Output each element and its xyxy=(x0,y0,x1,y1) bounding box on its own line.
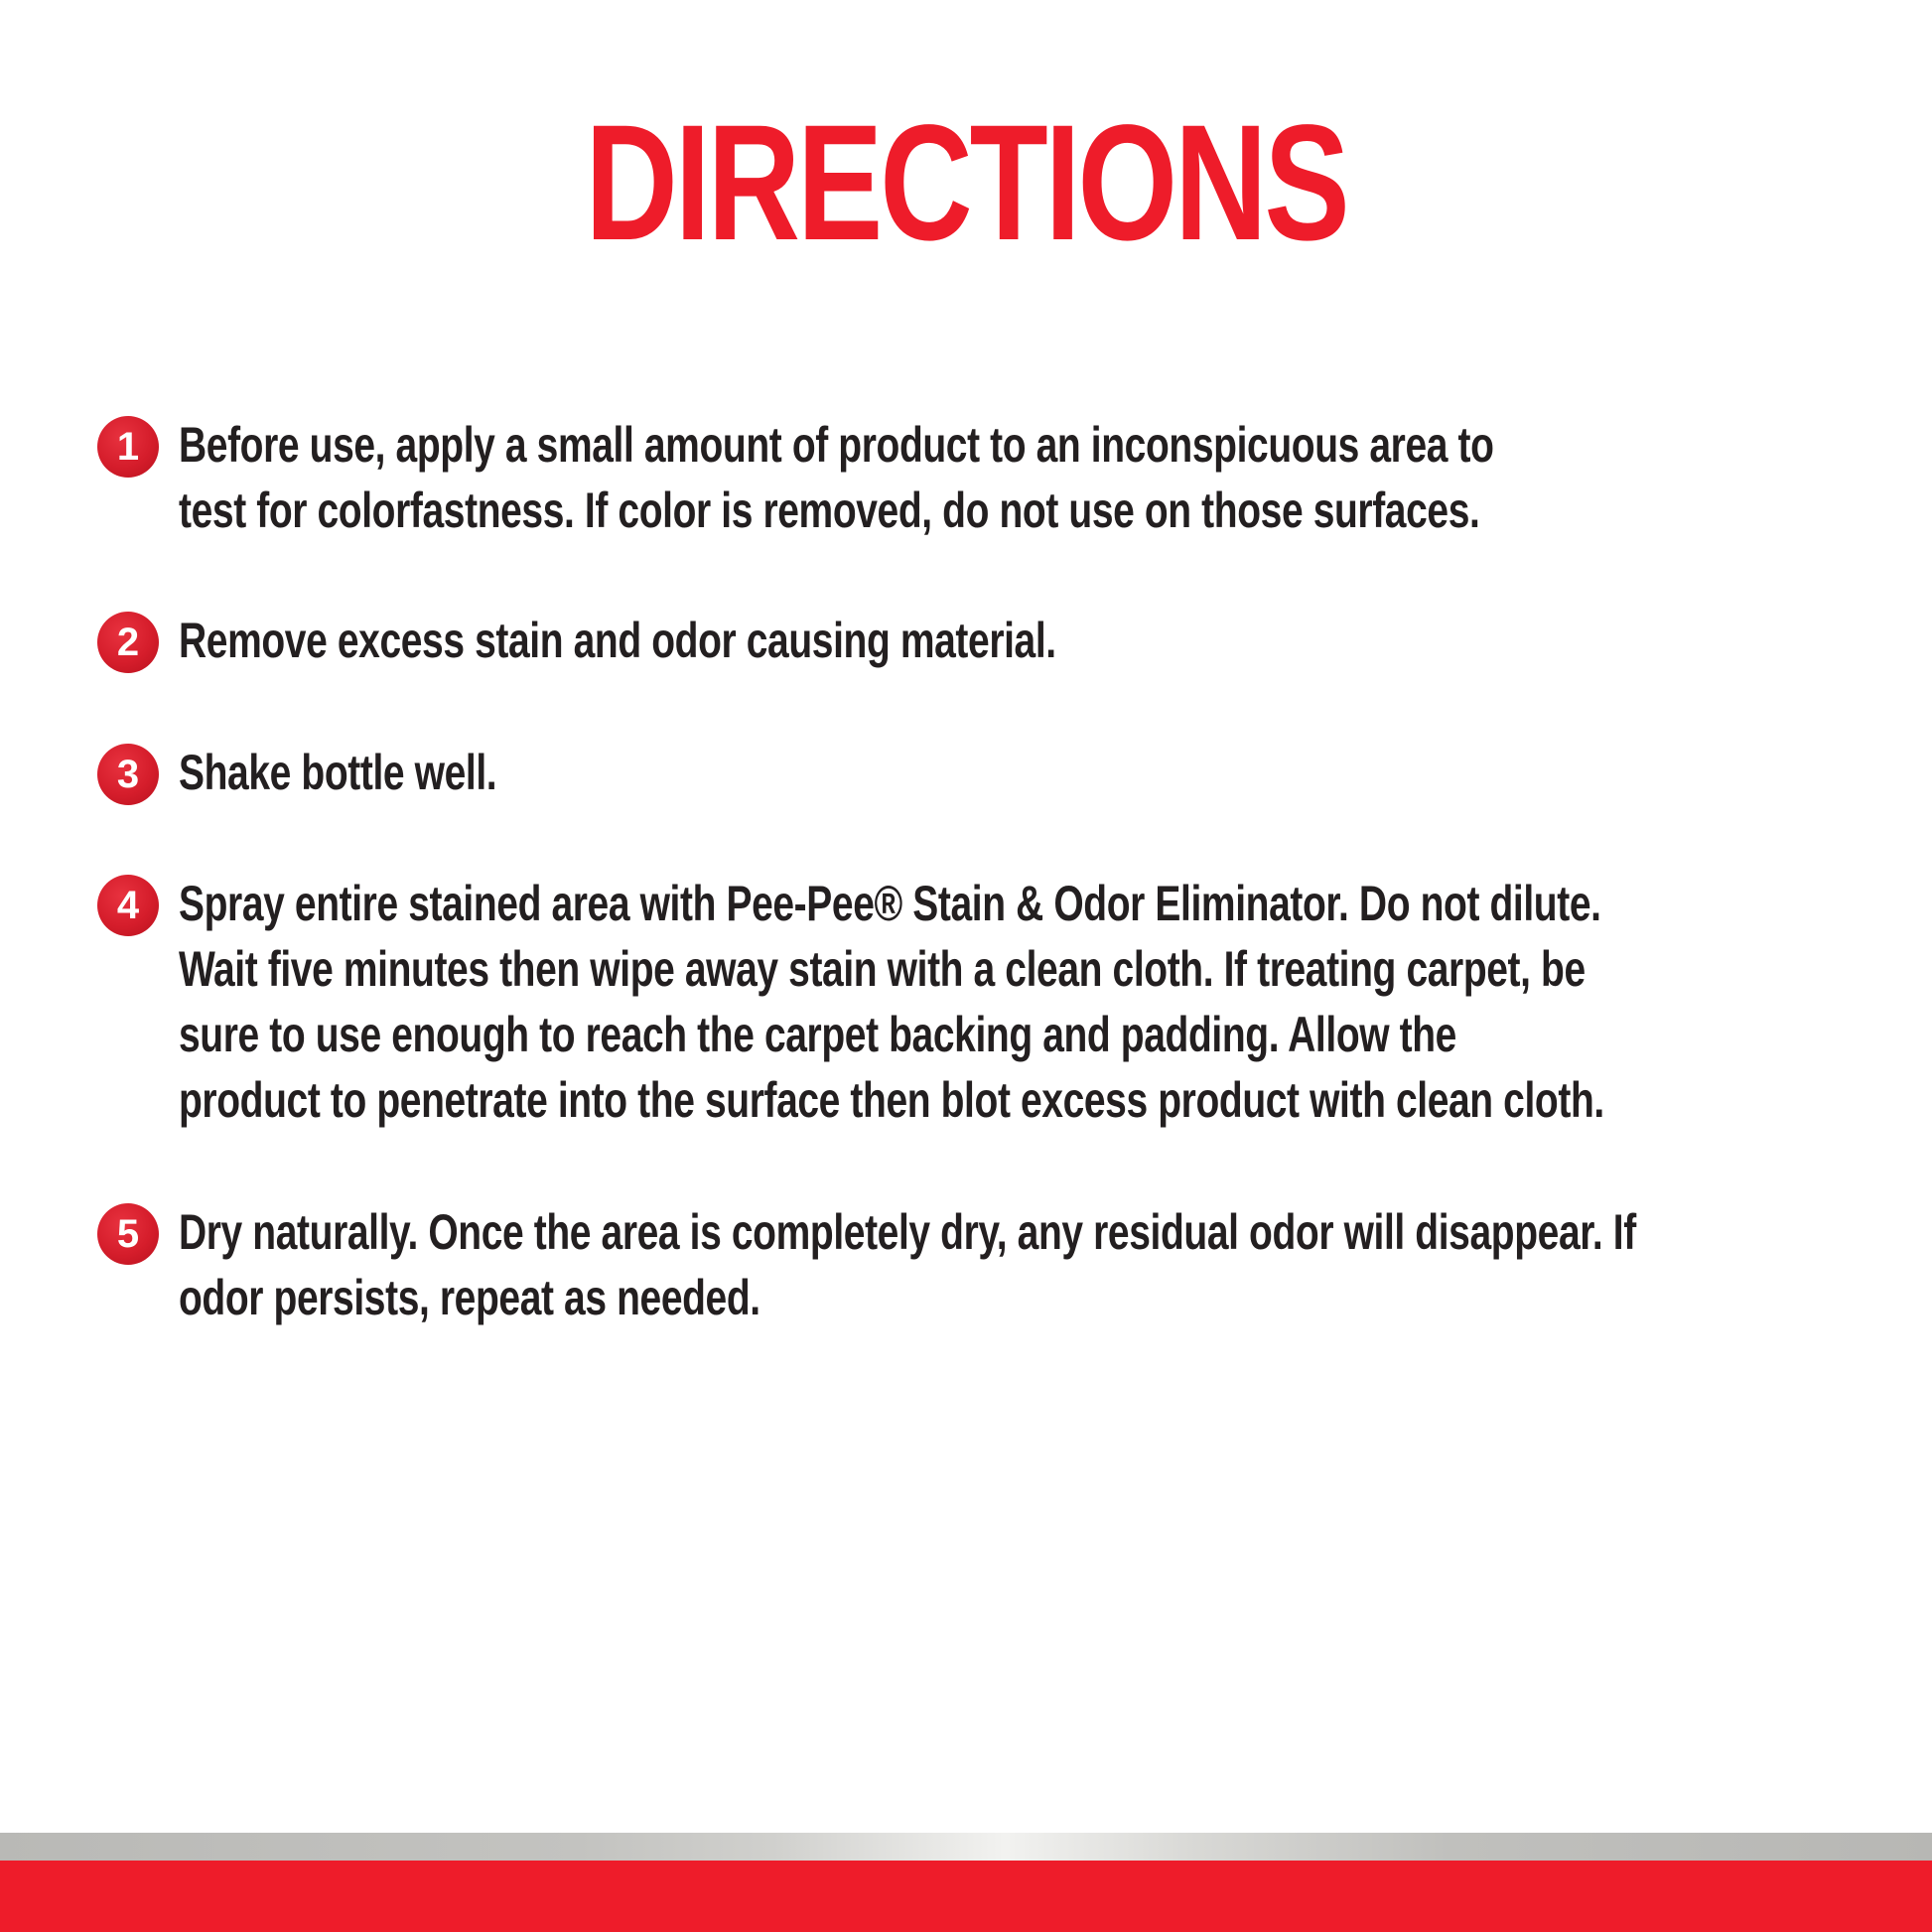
step-text: Spray entire stained area with Pee-Pee® Stain & Odor Eliminator. Do not dilute. Wait five minutes then wipe away stain with a clean cloth. If treating carpet, be sure to use enough to reach the carpet backing and padding. Allow the product to penetrate into the surface then blot excess product with clean cloth. xyxy=(179,876,1604,1128)
step-text: Dry naturally. Once the area is completely dry, any residual odor will disappear. If odor persists, repeat as needed. xyxy=(179,1204,1636,1325)
page-title: DIRECTIONS xyxy=(585,91,1347,275)
step-text: Shake bottle well. xyxy=(179,745,497,800)
step-number-badge: 4 xyxy=(97,875,159,936)
step-number-badge: 1 xyxy=(97,416,159,478)
footer-silver-band xyxy=(0,1833,1932,1861)
step-text: Before use, apply a small amount of product to an inconspicuous area to test for colorfastness. If color is removed, do not use on those surfaces. xyxy=(179,417,1494,538)
step-text: Remove excess stain and odor causing material. xyxy=(179,613,1056,668)
step-number-badge: 5 xyxy=(97,1203,159,1265)
step-number-badge: 3 xyxy=(97,744,159,805)
step-number-badge: 2 xyxy=(97,612,159,673)
footer-red-band xyxy=(0,1861,1932,1932)
